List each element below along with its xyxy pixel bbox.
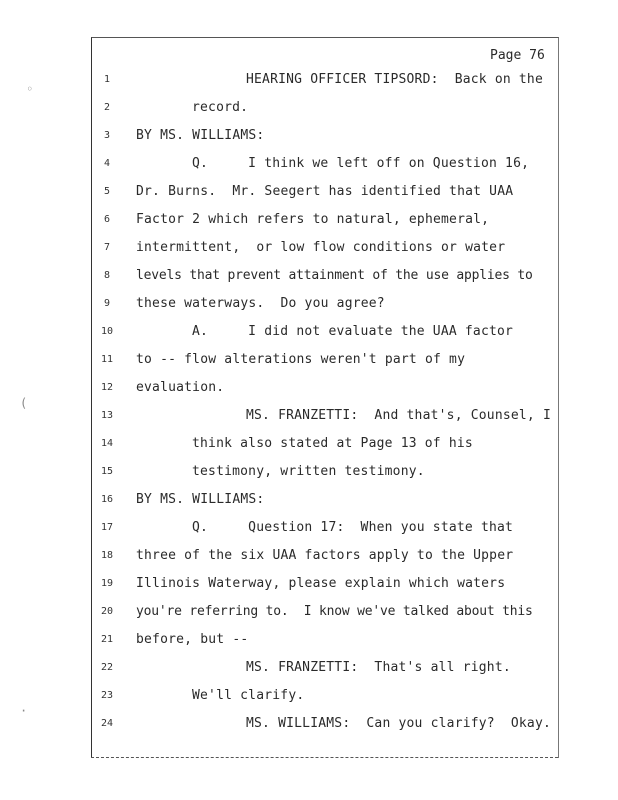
line-number: 10 xyxy=(100,326,114,337)
transcript-line: MS. WILLIAMS: Can you clarify? Okay. xyxy=(246,716,552,731)
transcript-line: BY MS. WILLIAMS: xyxy=(136,492,265,507)
transcript-line: to -- flow alterations weren't part of my xyxy=(136,352,466,367)
transcript-line: MS. FRANZETTI: That's all right. xyxy=(246,660,511,675)
line-number: 7 xyxy=(103,242,111,253)
transcript-line: record. xyxy=(192,100,249,115)
margin-speck: ( xyxy=(20,396,28,410)
transcript-line: HEARING OFFICER TIPSORD: Back on the xyxy=(246,72,543,87)
line-number: 23 xyxy=(100,690,114,701)
transcript-line: think also stated at Page 13 of his xyxy=(192,436,473,451)
transcript-line: before, but -- xyxy=(136,632,249,647)
line-number: 18 xyxy=(100,550,114,561)
line-number: 17 xyxy=(100,522,114,533)
transcript-line: Q. Question 17: When you state that xyxy=(192,520,514,535)
transcript-line: these waterways. Do you agree? xyxy=(136,296,385,311)
line-number: 12 xyxy=(100,382,114,393)
transcript-line: testimony, written testimony. xyxy=(192,464,425,479)
transcript-line: MS. FRANZETTI: And that's, Counsel, I xyxy=(246,408,552,423)
transcript-line: Illinois Waterway, please explain which waters xyxy=(136,576,506,591)
transcript-line: A. I did not evaluate the UAA factor xyxy=(192,324,514,339)
line-number: 15 xyxy=(100,466,114,477)
line-number: 16 xyxy=(100,494,114,505)
transcript-page-frame xyxy=(91,37,559,758)
line-number: 21 xyxy=(100,634,114,645)
margin-speck: ◦ xyxy=(26,82,34,96)
line-number: 8 xyxy=(103,270,111,281)
line-number: 6 xyxy=(103,214,111,225)
page-bottom-edge xyxy=(91,757,558,758)
transcript-line: Dr. Burns. Mr. Seegert has identified that UAA xyxy=(136,184,514,199)
transcript-line: you're referring to. I know we've talked about this xyxy=(136,604,533,619)
transcript-line: Factor 2 which refers to natural, ephemeral, xyxy=(136,212,490,227)
transcript-line: intermittent, or low flow conditions or water xyxy=(136,240,506,255)
transcript-line: levels that prevent attainment of the use applies to xyxy=(136,268,533,283)
line-number: 14 xyxy=(100,438,114,449)
line-number: 9 xyxy=(103,298,111,309)
line-number: 2 xyxy=(103,102,111,113)
line-number: 19 xyxy=(100,578,114,589)
line-number: 24 xyxy=(100,718,114,729)
line-number: 1 xyxy=(103,74,111,85)
line-number: 3 xyxy=(103,130,111,141)
line-number: 22 xyxy=(100,662,114,673)
line-number: 5 xyxy=(103,186,111,197)
line-number: 20 xyxy=(100,606,114,617)
transcript-line: evaluation. xyxy=(136,380,225,395)
margin-speck: · xyxy=(20,704,28,718)
line-number: 4 xyxy=(103,158,111,169)
transcript-line: Q. I think we left off on Question 16, xyxy=(192,156,530,171)
transcript-line: BY MS. WILLIAMS: xyxy=(136,128,265,143)
transcript-line: three of the six UAA factors apply to the Upper xyxy=(136,548,514,563)
line-number: 11 xyxy=(100,354,114,365)
transcript-line: We'll clarify. xyxy=(192,688,305,703)
page-number: Page 76 xyxy=(490,48,545,63)
line-number: 13 xyxy=(100,410,114,421)
